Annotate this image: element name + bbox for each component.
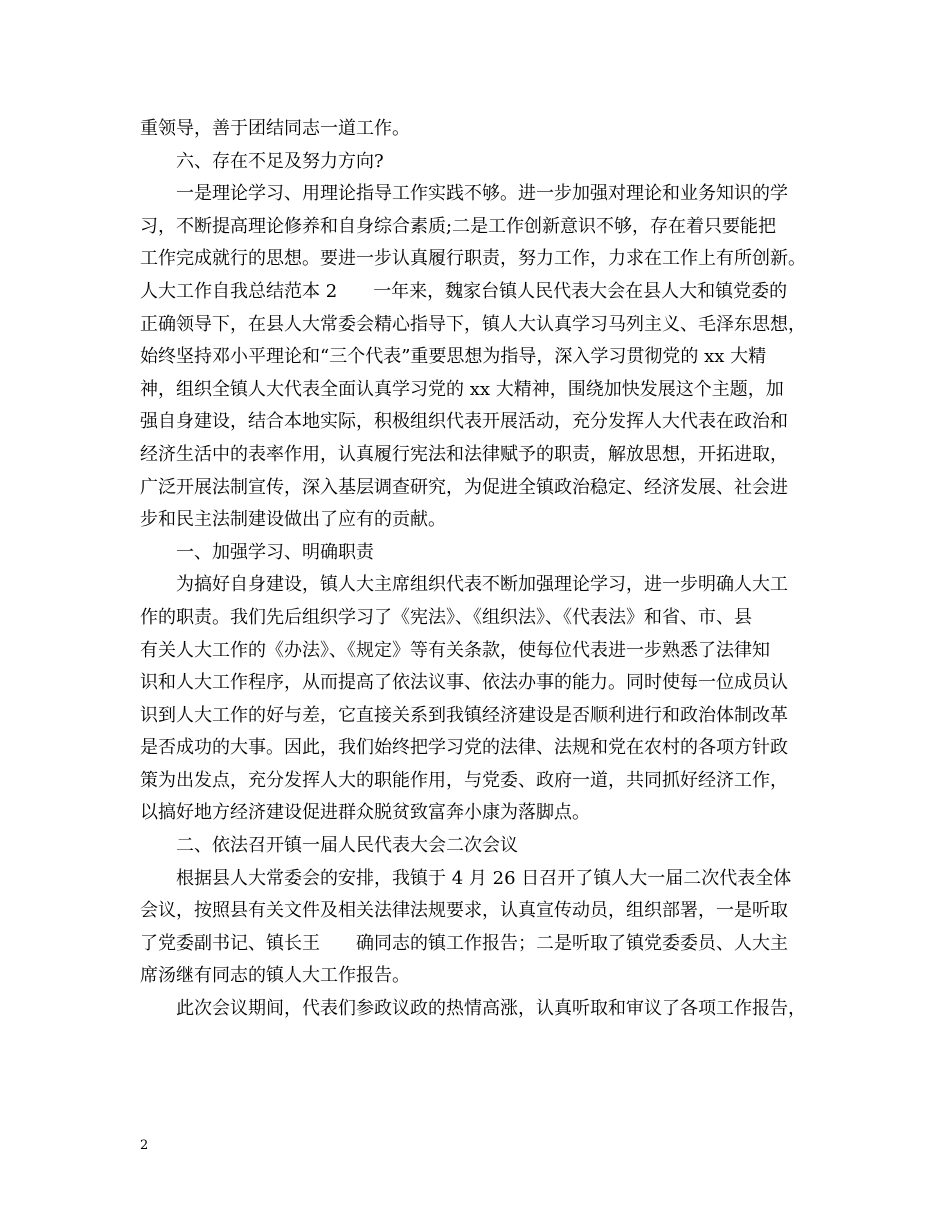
text-line: 以搞好地方经济建设促进群众脱贫致富奔小康为落脚点。 — [140, 802, 590, 824]
text-line: 重领导，善于团结同志一道工作。 — [140, 118, 410, 139]
text-line: 工作完成就行的思想。要进一步认真履行职责，努力工作，力求在工作上有所创新。 — [140, 248, 806, 270]
paragraph-first-line: 一是理论学习、用理论指导工作实践不够。进一步加强对理论和业务知识的学 — [176, 183, 788, 205]
text-line: 广泛开展法制宣传，深入基层调查研究，为促进全镇政治稳定、经济发展、社会进 — [140, 476, 788, 498]
page-number: 2 — [140, 1138, 149, 1153]
paragraph-first-line: 六、存在不足及努力方向? — [176, 150, 384, 172]
text-line: 席汤继有同志的镇人大工作报告。 — [140, 965, 410, 987]
paragraph-first-line: 根据县人大常委会的安排，我镇于 4 月 26 日召开了镇人大一届二次代表全体 — [176, 867, 792, 889]
text-line: 习，不断提高理论修养和自身综合素质;二是工作创新意识不够，存在着只要能把 — [140, 215, 777, 237]
text-line: 有关人大工作的《办法》、《规定》等有关条款，使每位代表进一步熟悉了法律知 — [140, 639, 770, 661]
text-line: 正确领导下，在县人大常委会精心指导下，镇人大认真学习马列主义、毛泽东思想， — [140, 313, 806, 335]
text-line: 识和人大工作程序，从而提高了依法议事、依法办事的能力。同时使每一位成员认 — [140, 672, 788, 694]
paragraph-first-line: 二、依法召开镇一届人民代表大会二次会议 — [176, 835, 518, 857]
text-segment: 了党委副书记、镇长王 — [140, 932, 320, 954]
text-line — [140, 928, 830, 961]
text-line: 是否成功的大事。因此，我们始终把学习党的法律、法规和党在农村的各项方针政 — [140, 737, 788, 759]
text-line: 始终坚持邓小平理论和“三个代表”重要思想为指导，深入学习贯彻党的 xx 大精 — [140, 346, 767, 368]
text-line: 会议，按照县有关文件及相关法律法规要求，认真宣传动员，组织部署，一是听取 — [140, 900, 788, 922]
paragraph-first-line: 为搞好自身建设，镇人大主席组织代表不断加强理论学习，进一步明确人大工 — [176, 574, 788, 596]
paragraph-first-line: 此次会议期间，代表们参政议政的热情高涨，认真听取和审议了各项工作报告， — [176, 998, 806, 1020]
text-line: 策为出发点，充分发挥人大的职能作用，与党委、政府一道，共同抓好经济工作， — [140, 769, 788, 791]
text-line: 作的职责。我们先后组织学习了《宪法》、《组织法》、《代表法》和省、市、县 — [140, 606, 752, 628]
text-segment: 人大工作自我总结范本 2 — [140, 280, 338, 302]
text-segment: 一年来，魏家台镇人民代表大会在县人大和镇党委的 — [373, 280, 788, 302]
text-line — [140, 276, 830, 309]
text-line: 经济生活中的表率作用，认真履行宪法和法律赋予的职责，解放思想，开拓进取， — [140, 443, 788, 465]
text-line: 强自身建设，结合本地实际，积极组织代表开展活动，充分发挥人大代表在政治和 — [140, 411, 788, 433]
text-line: 步和民主法制建设做出了应有的贡献。 — [140, 509, 446, 531]
document-body — [140, 113, 830, 1026]
text-line: 识到人大工作的好与差，它直接关系到我镇经济建设是否顺利进行和政治体制改革 — [140, 704, 788, 726]
text-segment: 确同志的镇工作报告；二是听取了镇党委委员、人大主 — [356, 932, 788, 954]
text-line: 神，组织全镇人大代表全面认真学习党的 xx 大精神，围绕加快发展这个主题，加 — [140, 378, 784, 400]
paragraph-first-line: 一、加强学习、明确职责 — [176, 541, 374, 563]
